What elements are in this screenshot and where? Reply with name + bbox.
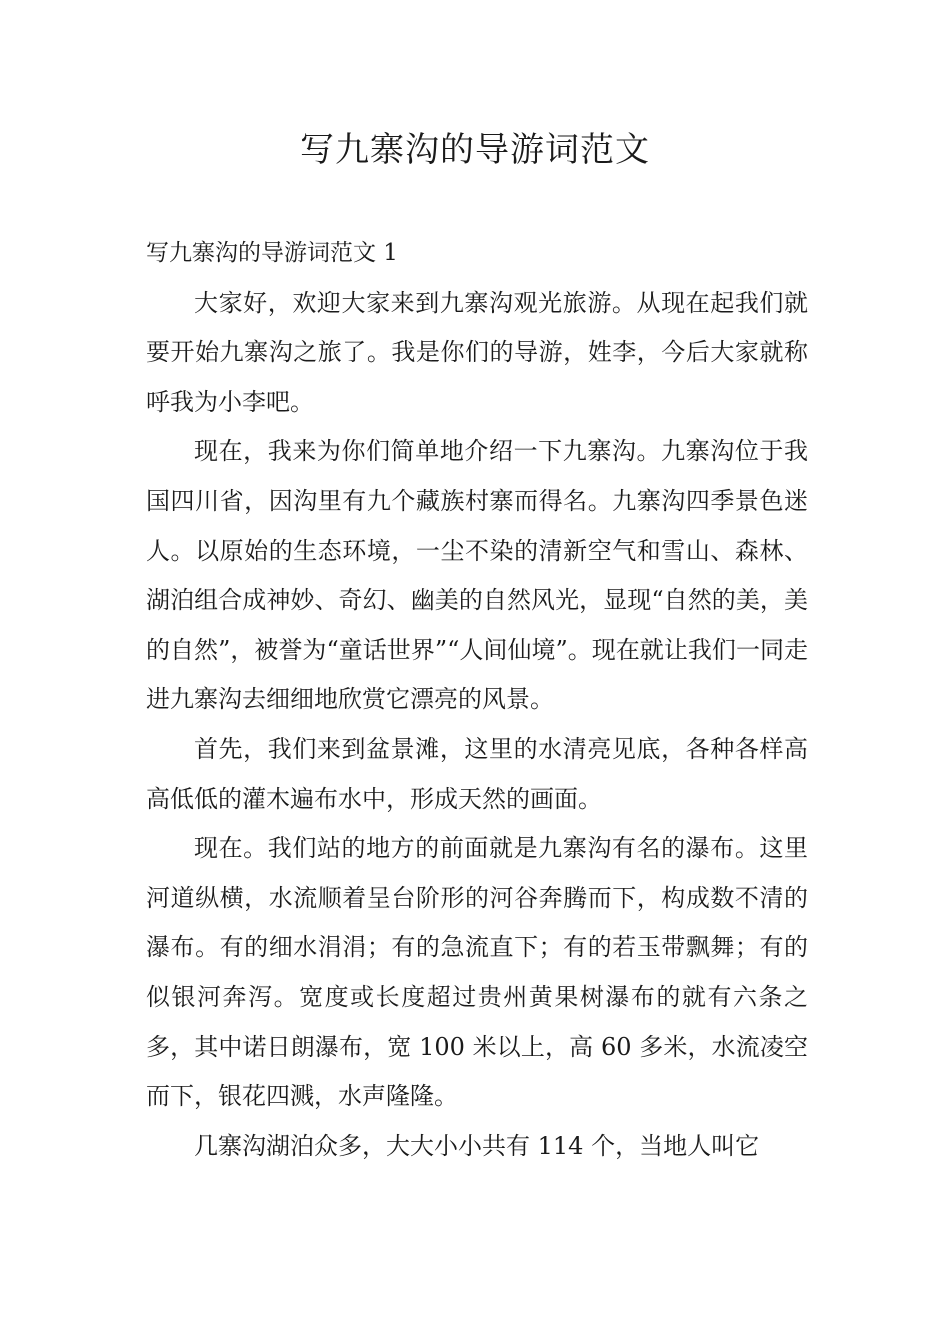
paragraph-2: 现在，我来为你们简单地介绍一下九寨沟。九寨沟位于我国四川省，因沟里有九个藏族村寨而得名。九寨沟四季景色迷人。以原始的生态环境，一尘不染的清新空气和雪山、森林、湖泊组合成神妙、奇幻、幽美的自然风光，显现“自然的美，美的自然”，被誉为“童话世界”“人间仙境”。现在就让我们一同走进九寨沟去细细地欣赏它漂亮的风景。: [146, 437, 808, 714]
paragraph-1: 大家好，欢迎大家来到九寨沟观光旅游。从现在起我们就要开始九寨沟之旅了。我是你们的导游，姓李，今后大家就称呼我为小李吧。: [146, 288, 808, 416]
paragraph-5: 几寨沟湖泊众多，大大小小共有 114 个，当地人叫它: [194, 1131, 760, 1160]
document-title: 写九寨沟的导游词范文: [300, 130, 650, 170]
paragraph-4: 现在。我们站的地方的前面就是九寨沟有名的瀑布。这里河道纵横，水流顺着呈台阶形的河谷奔腾而下，构成数不清的瀑布。有的细水涓涓；有的急流直下；有的若玉带飘舞；有的似银河奔泻。宽度或长度超过贵州黄果树瀑布的就有六条之多，其中诺日朗瀑布，宽 100 米以上，高 60 多米，水流凌空而下，银花四溅，水声隆隆。: [146, 834, 808, 1111]
section-heading: 写九寨沟的导游词范文 1: [146, 240, 398, 266]
document-body: [146, 229, 808, 1171]
paragraph-3: 首先，我们来到盆景滩，这里的水清亮见底，各种各样高高低低的灌木遍布水中，形成天然的画面。: [146, 734, 808, 813]
